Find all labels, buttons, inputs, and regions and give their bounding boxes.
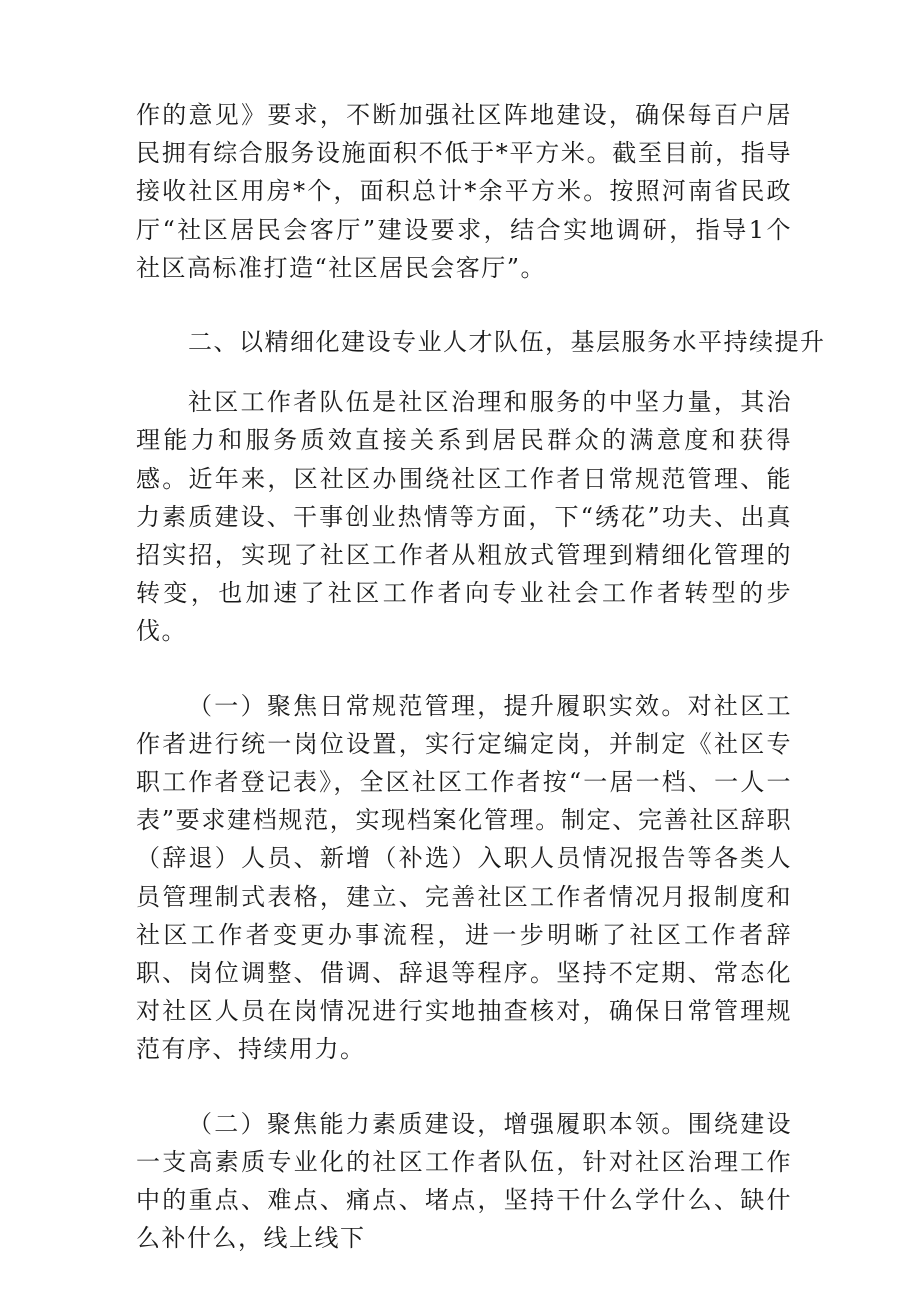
document-body <box>136 96 826 1257</box>
paragraph-capability-building: （二）聚焦能力素质建设，增强履职本领。围绕建设一支高素质专业化的社区工作者队伍，针对社区治理工作中的重点、难点、痛点、堵点，坚持干什么学什么、缺什么补什么，线上线下 <box>136 1109 792 1253</box>
paragraph-workforce-intro: 社区工作者队伍是社区治理和服务的中坚力量，其治理能力和服务质效直接关系到居民群众的满意度和获得感。近年来，区社区办围绕社区工作者日常规范管理、能力素质建设、干事创业热情等方面，下“绣花”功夫、出真招实招，实现了社区工作者从粗放式管理到精细化管理的转变，也加速了社区工作者向专业社会工作者转型的步伐。 <box>136 388 792 646</box>
paragraph-community-facilities: 作的意见》要求，不断加强社区阵地建设，确保每百户居民拥有综合服务设施面积不低于*平方米。截至目前，指导接收社区用房*个，面积总计*余平方米。按照河南省民政厅“社区居民会客厅”建设要求，结合实地调研，指导1个社区高标准打造“社区居民会客厅”。 <box>136 101 792 282</box>
section-heading-two: 二、以精细化建设专业人才队伍，基层服务水平持续提升 <box>188 328 826 357</box>
paragraph-daily-management: （一）聚焦日常规范管理，提升履职实效。对社区工作者进行统一岗位设置，实行定编定岗，并制定《社区专职工作者登记表》，全区社区工作者按“一居一档、一人一表”要求建档规范，实现档案化管理。制定、完善社区辞职（辞退）人员、新增（补选）入职人员情况报告等各类人员管理制式表格，建立、完善社区工作者情况月报制度和社区工作者变更办事流程，进一步明晰了社区工作者辞职、岗位调整、借调、辞退等程序。坚持不定期、常态化对社区人员在岗情况进行实地抽查核对，确保日常管理规范有序、持续用力。 <box>136 691 792 1064</box>
